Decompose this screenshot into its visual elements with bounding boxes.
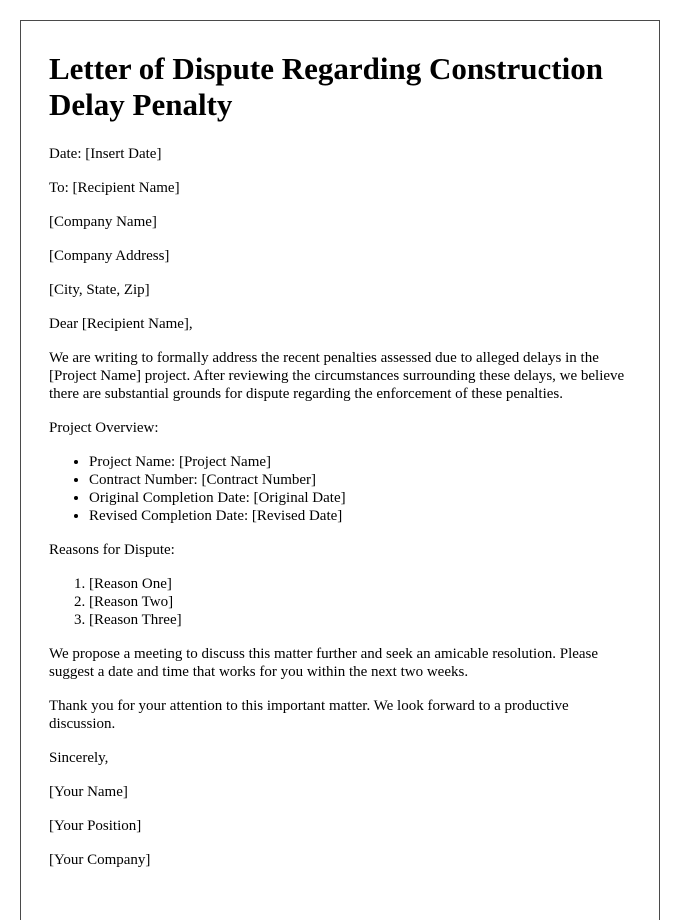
signature-company: [Your Company] xyxy=(49,852,151,868)
letter-page xyxy=(20,20,660,920)
overview-item-original-date: • Original Completion Date: [Original Date] xyxy=(89,489,631,507)
recipient-line: To: [Recipient Name] xyxy=(49,180,180,196)
company-address-line: [Company Address] xyxy=(49,248,170,264)
closing: Sincerely, xyxy=(49,750,109,766)
overview-item-contract-number: • Contract Number: [Contract Number] xyxy=(89,471,631,489)
proposal-paragraph: We propose a meeting to discuss this matter further and seek an amicable resolution. Please suggest a date and time that works for you within the next two weeks. xyxy=(49,646,599,680)
signature-name: [Your Name] xyxy=(49,784,128,800)
city-state-zip-line: [City, State, Zip] xyxy=(49,282,150,298)
thanks-paragraph: Thank you for your attention to this important matter. We look forward to a productive discussion. xyxy=(49,698,569,732)
intro-paragraph: We are writing to formally address the recent penalties assessed due to alleged delays in the [Project Name] project. After reviewing the circumstances surrounding these delays, we believe there are substantial grounds for dispute regarding the enforcement of these penalties. xyxy=(49,350,625,402)
overview-list xyxy=(49,453,631,525)
salutation: Dear [Recipient Name], xyxy=(49,316,193,332)
overview-heading: Project Overview: xyxy=(49,420,159,436)
reason-item: 1. [Reason One] xyxy=(89,575,631,593)
letter-title: Letter of Dispute Regarding Construction Delay Penalty xyxy=(49,51,603,122)
overview-item-revised-date: • Revised Completion Date: [Revised Date] xyxy=(89,507,631,525)
company-name-line: [Company Name] xyxy=(49,214,157,230)
signature-position: [Your Position] xyxy=(49,818,142,834)
reasons-list xyxy=(49,575,631,629)
reason-item: 2. [Reason Two] xyxy=(89,593,631,611)
overview-item-project-name: • Project Name: [Project Name] xyxy=(89,453,631,471)
reason-item: 3. [Reason Three] xyxy=(89,611,631,629)
reasons-heading: Reasons for Dispute: xyxy=(49,542,175,558)
date-line: Date: [Insert Date] xyxy=(49,146,162,162)
